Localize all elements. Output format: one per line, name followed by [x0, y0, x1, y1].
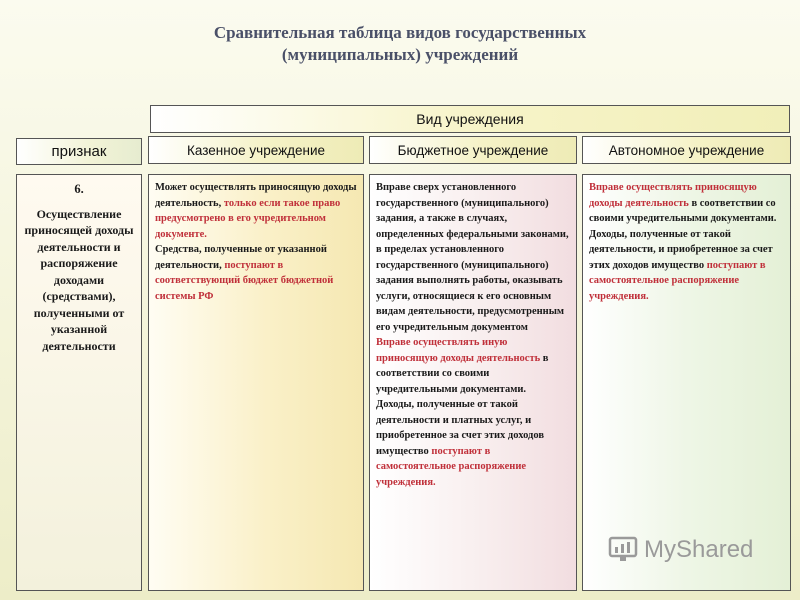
kazennoe-highlight-2: поступают в соответствующий бюджет бюджетной системы РФ — [155, 259, 334, 302]
kazennoe-text-1: Может осуществлять приносящую доходы деятельность, — [155, 182, 357, 209]
budzhetnoe-cell — [369, 174, 577, 591]
kazennoe-text-2: Средства, полученные от указанной деятельности, — [155, 244, 327, 271]
column-header-kazennoe: Казенное учреждение — [148, 136, 364, 164]
watermark — [608, 536, 753, 564]
budzhetnoe-text-2: в соответствии со своими учредительными документами. — [376, 352, 549, 395]
budzhetnoe-text-1: Вправе сверх установленного государственного (муниципального) задания, а также в случаях, определенных федеральными законами, в пределах установленного государственного (муниципального) задания выполнять работы, оказывать услуги, относящиеся к его основным видам деятельности, предусмотренным его учредительным документом — [376, 182, 569, 333]
budzhetnoe-highlight-1: Вправе осуществлять иную приносящую доходы деятельность — [376, 337, 541, 364]
column-header-avtonomnoe: Автономное учреждение — [582, 136, 791, 164]
avtonomnoe-highlight-2: поступают в самостоятельное распоряжение учреждения. — [589, 259, 766, 302]
myshared-logo-icon — [608, 536, 638, 564]
avtonomnoe-cell — [582, 174, 791, 591]
criterion-cell — [16, 174, 142, 591]
watermark-text: MyShared — [644, 536, 754, 563]
row-number: 6. — [74, 182, 84, 196]
criterion-text: Осуществление приносящей доходы деятельности и распоряжение доходами (средствами), полученными от указанной деятельности — [24, 206, 134, 353]
kazennoe-highlight-1: только если такое право предусмотрено в его учредительном документе. — [155, 197, 341, 240]
kazennoe-cell — [148, 174, 364, 591]
budzhetnoe-text-3: Доходы, полученные от такой деятельности и платных услуг, и приобретенное за счет этих доходов имущество — [376, 399, 544, 457]
budzhetnoe-highlight-2: поступают в самостоятельное распоряжение учреждения. — [376, 445, 527, 488]
title-line-2: (муниципальных) учреждений — [281, 45, 519, 64]
avtonomnoe-text-1: в соответствии со своими учредительными документами. Доходы, полученные от такой деятельности, и приобретенное за счет этих доходов имущество — [589, 197, 777, 271]
avtonomnoe-highlight-1: Вправе осуществлять приносящую доходы деятельность — [589, 182, 757, 209]
title-line-1: Сравнительная таблица видов государственных — [213, 23, 587, 42]
page-title — [150, 22, 650, 66]
criterion-header: признак — [16, 138, 142, 165]
column-header-budzhetnoe: Бюджетное учреждение — [369, 136, 577, 164]
institution-type-header: Вид учреждения — [150, 105, 790, 133]
